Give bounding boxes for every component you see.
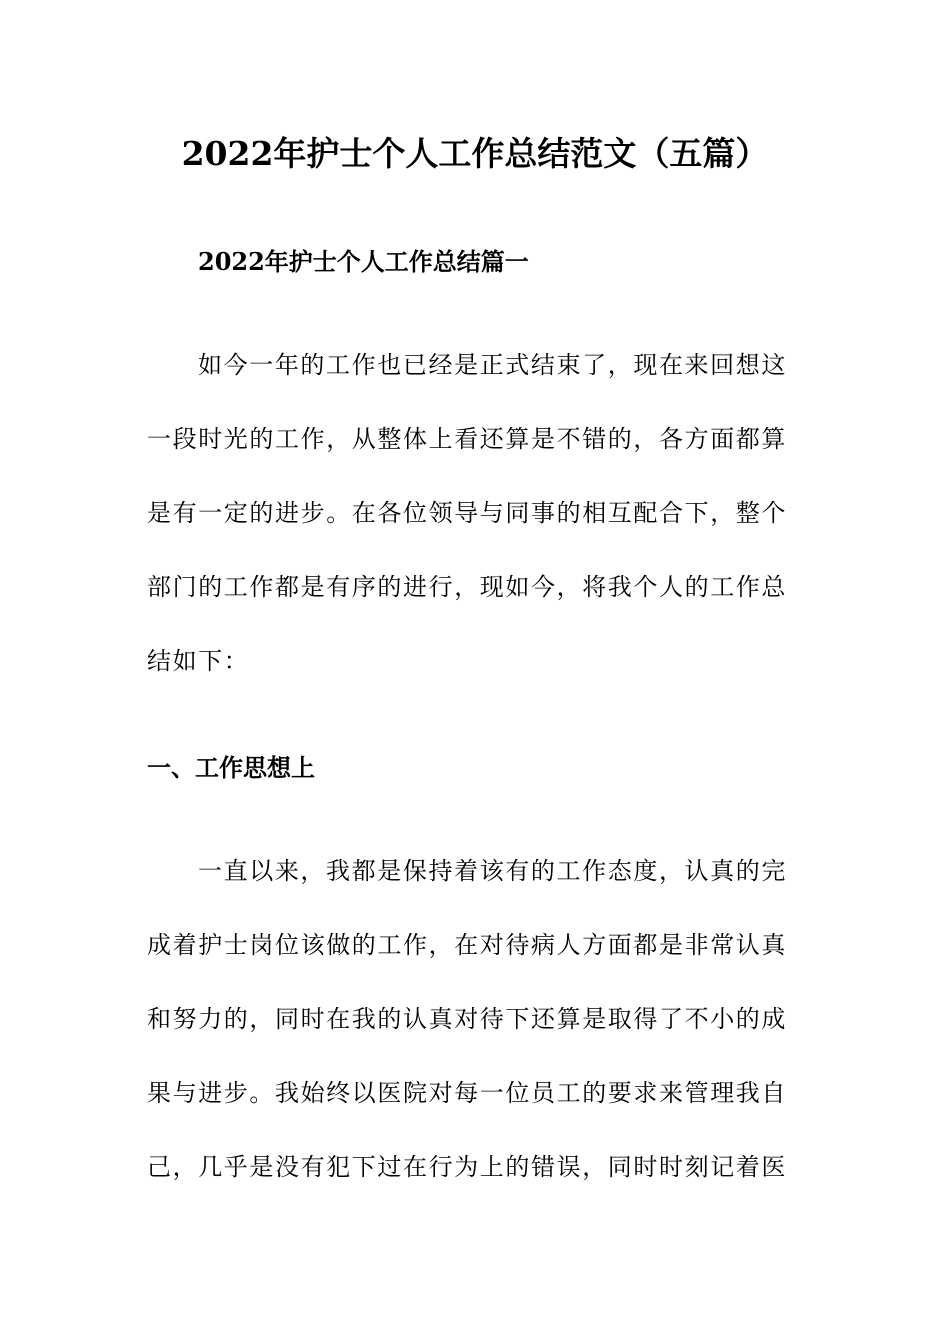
body-paragraph-1: 如今一年的工作也已经是正式结束了，现在来回想这一段时光的工作，从整体上看还算是不错的，各方面都算是有一定的进步。在各位领导与同事的相互配合下，整个部门的工作都是有序的进行，现如今，将我个人的工作总结如下： (147, 351, 787, 675)
body-paragraph-2: 一直以来，我都是保持着该有的工作态度，认真的完成着护士岗位该做的工作，在对待病人方面都是非常认真和努力的，同时在我的认真对待下还算是取得了不小的成果与进步。我始终以医院对每一位员工的要求来管理我自己，几乎是没有犯下过在行为上的错误，同时时刻记着医 (147, 857, 787, 1181)
subheading-work-thought: 一、工作思想上 (147, 753, 315, 782)
document-title: 2022年护士个人工作总结范文（五篇） (181, 134, 769, 173)
section-heading: 2022年护士个人工作总结篇一 (198, 247, 529, 276)
